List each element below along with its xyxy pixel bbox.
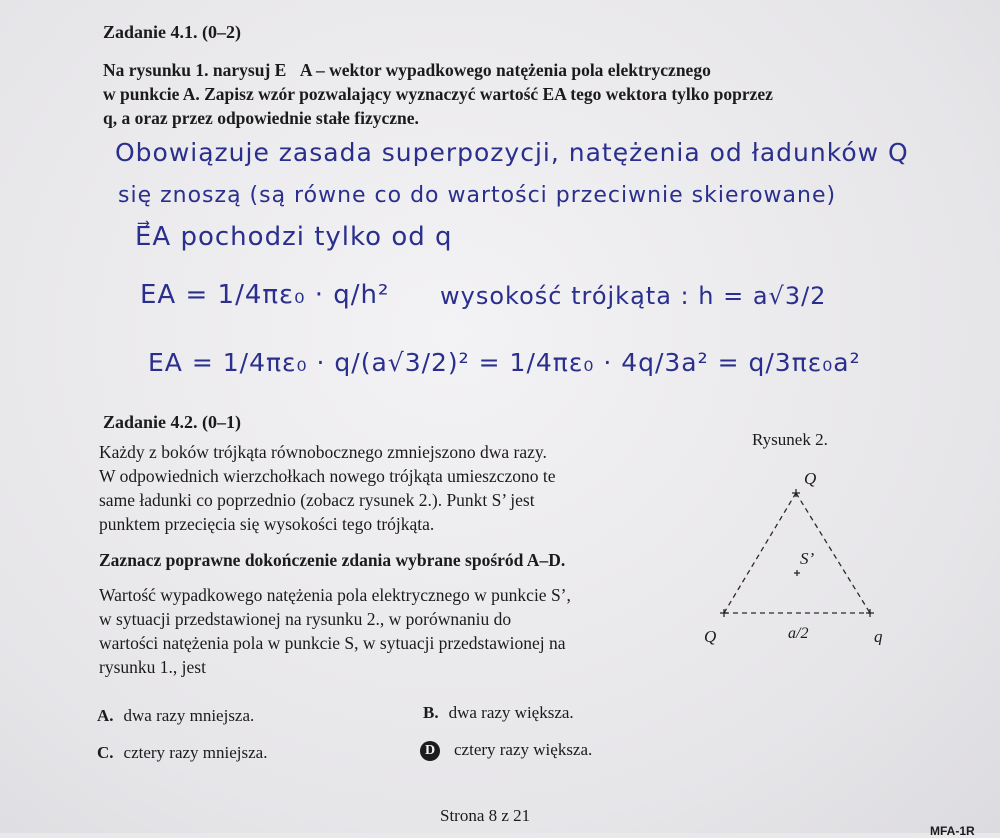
handwriting-line-3: E⃗A pochodzi tylko od q	[135, 222, 453, 252]
label-side-half: a/2	[788, 625, 809, 642]
option-letter: A.	[97, 706, 114, 725]
charge-markers	[720, 489, 874, 617]
task-4-2-instruction: Zaznacz poprawne dokończenie zdania wybrane spośród A–D.	[99, 550, 566, 570]
task-4-2-question	[99, 583, 571, 679]
handwriting-line-5: EA = 1/4πε₀ · q/(a√3/2)² = 1/4πε₀ · 4q/3a² = q/3πε₀a²	[148, 348, 861, 377]
option-b[interactable]	[423, 703, 574, 723]
figure-caption: Rysunek 2.	[752, 430, 828, 449]
question-line: w sytuacji przedstawionej na rysunku 2., w porównaniu do	[99, 609, 512, 629]
label-right-q: q	[874, 627, 883, 645]
option-text: dwa razy większa.	[448, 703, 574, 722]
handwriting-line-2: się znoszą (są równe co do wartości przeciwnie skierowane)	[118, 183, 837, 208]
exam-code: MFA-1R	[930, 824, 975, 838]
option-letter: B.	[423, 703, 439, 722]
task-4-2-title: Zadanie 4.2. (0–1)	[103, 412, 242, 432]
page-number: Strona 8 z 21	[440, 806, 531, 825]
option-text: cztery razy większa.	[454, 740, 593, 759]
paragraph-line: W odpowiednich wierzchołkach nowego trójkąta umieszczono te	[99, 466, 556, 486]
option-c[interactable]	[97, 743, 267, 763]
label-top-q: Q	[804, 469, 817, 488]
instruction-line: q, a oraz przez odpowiednie stałe fizyczne.	[103, 108, 419, 128]
label-left-q: Q	[704, 627, 717, 645]
handwriting-line-4-right: wysokość trójkąta : h = a√3/2	[440, 282, 827, 310]
option-text: cztery razy mniejsza.	[123, 743, 268, 762]
figure-2-triangle	[690, 460, 900, 645]
paragraph-line: same ładunki co poprzednio (zobacz rysunek 2.). Punkt S’ jest	[99, 490, 535, 510]
triangle-edges	[724, 493, 870, 613]
option-d[interactable]	[420, 740, 592, 761]
label-s-prime: S’	[800, 549, 815, 568]
option-letter: C.	[97, 743, 114, 762]
question-line: Wartość wypadkowego natężenia pola elektrycznego w punkcie S’,	[99, 585, 571, 605]
task-4-1-title: Zadanie 4.1. (0–2)	[103, 22, 242, 42]
paragraph-line: Każdy z boków trójkąta równobocznego zmniejszono dwa razy.	[99, 442, 547, 462]
option-a[interactable]	[97, 706, 254, 726]
question-line: wartości natężenia pola w punkcie S, w sytuacji przedstawionej na	[99, 633, 566, 653]
task-4-2-paragraph	[99, 440, 555, 536]
paragraph-line: punktem przecięcia się wysokości tego trójkąta.	[99, 514, 435, 534]
handwriting-line-4-left: EA = 1/4πε₀ · q/h²	[140, 280, 390, 310]
triangle-edge-left	[724, 493, 796, 613]
option-text: dwa razy mniejsza.	[123, 706, 255, 725]
option-letter-circled: D	[420, 741, 440, 761]
instruction-line: w punkcie A. Zapisz wzór pozwalający wyznaczyć wartość EA tego wektora tylko poprzez	[103, 84, 773, 104]
task-4-1-instruction	[103, 58, 903, 130]
instruction-line: Na rysunku 1. narysuj E⃗A – wektor wypadkowego natężenia pola elektrycznego	[103, 60, 711, 80]
question-line: rysunku 1., jest	[99, 657, 206, 677]
handwriting-line-1: Obowiązuje zasada superpozycji, natężenia od ładunków Q	[115, 138, 909, 167]
